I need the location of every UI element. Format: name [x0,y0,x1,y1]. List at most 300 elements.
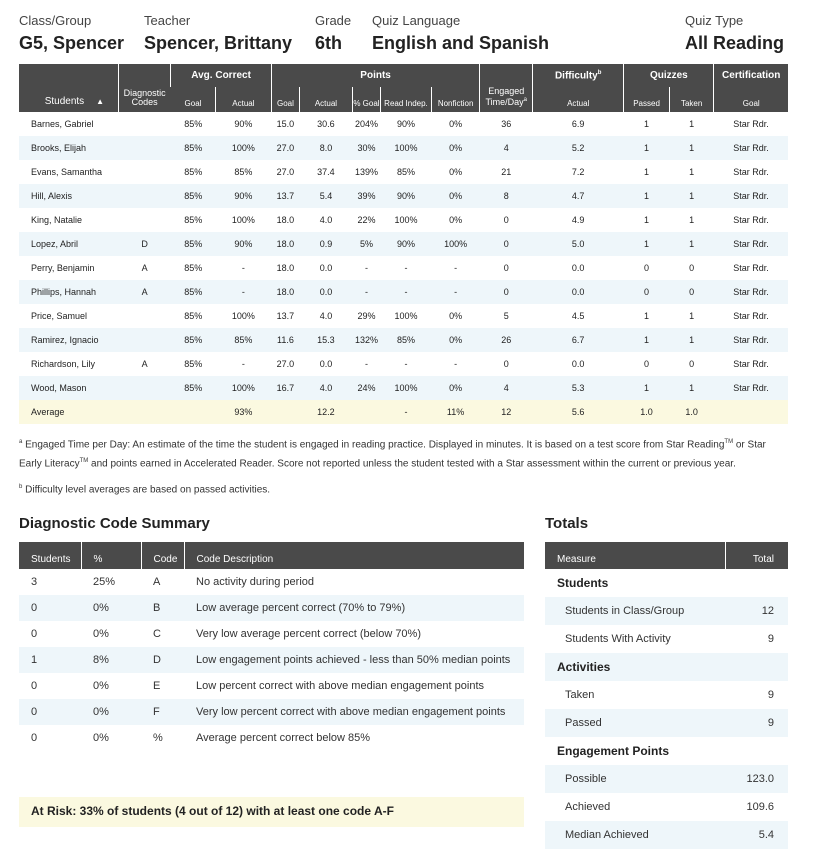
quiz-type-value: All Reading [684,33,784,53]
certification-goal-cell: Star Rdr. [714,232,788,256]
points-pct-goal-cell: 22% [357,215,376,225]
totals-value [725,653,788,681]
totals-measure-header: Measure [545,542,725,569]
grade-label: Grade [315,13,352,28]
certification-goal-cell: Star Rdr. [733,167,769,177]
student-table [19,64,788,424]
diagnostic-row [19,673,524,699]
totals-table [545,542,788,849]
students-header-label: Students [44,96,85,107]
difficulty-label: Difficulty [554,70,598,82]
points-goal-cell: 27.0 [276,359,295,369]
diagnostic-header-row [19,542,524,569]
quizzes-passed-cell: 1 [624,376,670,400]
quizzes-taken-cell: 0 [669,280,714,304]
avg-actual-header: Actual [216,87,272,112]
class-group-field [19,12,124,55]
difficulty-actual-cell: 5.3 [533,376,624,400]
avg-actual-cell: 90% [216,184,272,208]
average-avg-actual-cell: 93% [216,400,272,424]
average-avg-goal-cell [171,400,216,424]
totals-header-row [545,542,788,569]
table-row [19,376,788,400]
difficulty-actual-cell: 5.2 [533,136,624,160]
avg-goal-cell: 85% [184,263,203,273]
student-name-cell[interactable]: Richardson, Lily [31,359,96,369]
totals-item-row [545,765,788,793]
avg-goal-header: Goal [171,87,216,112]
average-student-name-cell: Average [19,400,118,424]
difficulty-actual-cell: 7.2 [571,167,585,177]
points-nonfiction-cell: 0% [449,215,463,225]
points-read-indep-cell: 85% [381,328,432,352]
difficulty-actual-cell: 0.0 [571,263,585,273]
points-actual-cell: 4.0 [319,215,333,225]
diag-description-cell: Average percent correct below 85% [196,732,371,744]
diag-code-cell: % [153,732,163,744]
teacher-value: Spencer, Brittany [144,33,293,53]
points-actual-cell: 4.0 [319,311,333,321]
diag-students-cell: 0 [31,680,38,692]
diagnostic-code-cell [118,208,171,232]
quizzes-taken-cell: 0 [689,263,695,273]
average-points-read-indep-cell: - [381,400,432,424]
certification-goal-cell: Star Rdr. [714,328,788,352]
totals-category-row [545,737,788,765]
report-header [19,12,789,56]
diag-code-cell: C [153,628,161,640]
totals-item-row [545,625,788,653]
points-nonfiction-cell: - [454,263,458,273]
student-name-cell[interactable]: Wood, Mason [19,376,118,400]
footnote-b [19,479,789,498]
avg-actual-cell: 100% [216,136,272,160]
table-row [19,136,788,160]
points-actual-cell: 8.0 [300,136,353,160]
diagnostic-row [19,647,524,673]
totals-measure-label: Median Achieved [545,821,725,849]
quiz-type-field [685,12,784,55]
diag-students-cell: 0 [31,628,38,640]
diag-description-cell: No activity during period [196,576,315,588]
points-actual-cell: 4.0 [300,376,353,400]
quizzes-passed-cell: 1 [624,136,670,160]
table-row [19,352,788,376]
totals-measure-label: Passed [545,709,725,737]
diagnostic-codes-header: Diagnostic Codes [118,64,171,112]
avg-goal-cell: 85% [184,311,203,321]
points-actual-cell: 30.6 [317,119,335,129]
diag-pct-cell: 0% [93,732,109,744]
quizzes-passed-cell: 1 [644,311,650,321]
certification-goal-cell: Star Rdr. [733,119,769,129]
engaged-time-cell: 5 [503,311,509,321]
quizzes-taken-header: Taken [669,87,714,112]
table-row [19,208,788,232]
points-nonfiction-cell: 100% [431,232,480,256]
difficulty-actual-header: Actual [533,87,624,112]
at-risk-summary: At Risk: 33% of students (4 out of 12) with at least one code A-F [19,797,524,827]
footnote-a-mark: a [19,439,23,445]
student-name-cell[interactable]: Hill, Alexis [19,184,118,208]
points-header: Points [271,64,480,87]
diagnostic-code-cell: D [118,232,171,256]
diagnostic-row [19,569,524,595]
certification-goal-cell: Star Rdr. [733,215,769,225]
quizzes-passed-cell: 1 [644,119,650,129]
student-name-cell[interactable]: Phillips, Hannah [19,280,118,304]
student-name-cell[interactable]: Barnes, Gabriel [31,119,94,129]
student-table-body [19,112,788,424]
diag-code-cell: A [153,576,161,588]
quizzes-passed-cell: 0 [624,280,670,304]
points-nonfiction-cell: 0% [431,136,480,160]
diag-pct-header: % [81,542,141,569]
avg-goal-cell: 85% [171,232,216,256]
points-goal-cell: 27.0 [271,136,299,160]
engaged-time-cell: 0 [503,215,509,225]
quiz-language-value: English and Spanish [372,33,550,53]
points-actual-cell: 37.4 [317,167,335,177]
diag-code-cell: B [141,595,184,621]
student-name-cell[interactable]: Ramirez, Ignacio [19,328,118,352]
diagnostic-code-cell [118,136,171,160]
points-nonfiction-header: Nonfiction [431,87,480,112]
totals-value: 109.6 [746,801,774,813]
totals-title: Totals [545,515,589,532]
diag-description-cell: Low engagement points achieved - less than 50% median points [184,647,524,673]
quizzes-taken-cell: 1 [689,119,695,129]
difficulty-actual-cell: 6.7 [533,328,624,352]
points-read-indep-cell: 100% [381,136,432,160]
points-goal-cell: 11.6 [271,328,299,352]
diag-code-cell: D [141,647,184,673]
certification-goal-cell: Star Rdr. [714,184,788,208]
quizzes-taken-cell: 1 [689,167,695,177]
points-read-indep-cell: 85% [396,167,415,177]
points-pct-goal-cell: 204% [354,119,378,129]
points-read-indep-cell: 100% [394,311,418,321]
engaged-time-cell: 8 [480,184,533,208]
difficulty-actual-cell: 0.0 [571,359,585,369]
avg-actual-cell: 90% [216,232,272,256]
footnote-b-text: Difficulty level averages are based on passed activities. [25,483,271,495]
diagnostic-summary-table [19,542,524,751]
footnote-a-text-2: or Star Early Literacy [19,439,766,470]
diag-description-cell: Low percent correct with above median engagement points [196,680,485,692]
engaged-time-cell: 26 [480,328,533,352]
totals-value: 9 [767,689,774,701]
student-name-cell[interactable]: Perry, Benjamin [31,263,95,273]
quizzes-passed-cell: 1 [644,215,650,225]
totals-value: 123.0 [725,765,788,793]
grade-field [315,12,351,55]
quizzes-taken-cell: 1 [669,232,714,256]
diag-students-cell: 0 [31,732,38,744]
diagnostic-row [19,595,524,621]
totals-item-row [545,821,788,849]
quizzes-taken-cell: 1 [669,184,714,208]
points-actual-cell: 15.3 [300,328,353,352]
diag-description-cell: Very low percent correct with above median engagement points [184,699,524,725]
diagnostic-row [19,699,524,725]
diag-students-cell: 3 [31,576,38,588]
avg-actual-cell: 85% [234,167,253,177]
points-read-indep-cell: - [404,359,408,369]
certification-goal-cell: Star Rdr. [714,136,788,160]
points-read-indep-header: Read Indep. [381,87,432,112]
avg-correct-header: Avg. Correct [171,64,271,87]
points-pct-goal-cell: 30% [352,136,380,160]
students-column-header[interactable] [19,64,118,112]
points-pct-goal-header: % Goal [352,87,380,112]
student-name-cell[interactable]: Brooks, Elijah [19,136,118,160]
quizzes-passed-header: Passed [624,87,670,112]
totals-value: 9 [725,709,788,737]
difficulty-actual-cell: 4.7 [533,184,624,208]
totals-total-header: Total [725,542,788,569]
points-read-indep-cell: 90% [381,232,432,256]
average-engaged-time-cell: 12 [480,400,533,424]
totals-value: 9 [767,633,774,645]
totals-measure-label: Taken [565,689,595,701]
average-points-pct-goal-cell [352,400,380,424]
certification-goal-cell: Star Rdr. [733,359,769,369]
average-row [19,400,788,424]
totals-value [725,737,788,765]
diag-pct-cell: 8% [81,647,141,673]
diagnostic-code-cell [118,112,171,136]
quizzes-taken-cell: 1 [669,328,714,352]
diagnostic-code-cell: A [141,263,148,273]
difficulty-footnote-mark: b [597,69,602,76]
table-row [19,304,788,328]
diagnostic-code-cell [118,304,171,328]
points-actual-header: Actual [300,87,353,112]
student-name-cell[interactable]: Evans, Samantha [31,167,103,177]
points-nonfiction-cell: 0% [449,311,463,321]
diag-pct-cell: 0% [81,595,141,621]
points-read-indep-cell: 100% [381,376,432,400]
table-row [19,160,788,184]
avg-actual-cell: 100% [216,376,272,400]
footnote-a-text-3: and points earned in Accelerated Reader. Score not reported unless the student tested with a Star assessment within the current or previous year. [88,458,736,470]
totals-measure-label: Students With Activity [565,633,671,645]
student-name-cell[interactable]: King, Natalie [31,215,83,225]
engaged-time-cell: 21 [501,167,512,177]
engaged-time-label: Engaged Time/Day [485,86,525,107]
points-read-indep-cell: 90% [396,119,415,129]
points-goal-cell: 16.7 [271,376,299,400]
points-pct-goal-cell: 24% [352,376,380,400]
quizzes-taken-cell: 1 [689,311,695,321]
student-name-cell[interactable]: Lopez, Abril [19,232,118,256]
difficulty-actual-cell: 5.0 [533,232,624,256]
diagnostic-summary-title: Diagnostic Code Summary [19,515,210,532]
engaged-time-cell: 0 [503,359,509,369]
avg-actual-cell: - [241,263,245,273]
engaged-time-cell: 4 [480,136,533,160]
difficulty-actual-cell: 6.9 [571,119,585,129]
engaged-time-cell: 36 [501,119,512,129]
points-goal-cell: 18.0 [276,215,295,225]
totals-category-row [545,653,788,681]
quizzes-passed-cell: 1 [624,232,670,256]
points-actual-cell: 0.9 [300,232,353,256]
footnote-a-text-1: Engaged Time per Day: An estimate of the time the student is engaged in reading practice. Displayed in minutes. It is based on a test score from Star Reading [25,439,725,451]
quizzes-taken-cell: 1 [669,136,714,160]
quiz-language-field [372,12,549,55]
totals-value [725,569,788,597]
points-nonfiction-cell: 0% [449,167,463,177]
difficulty-actual-cell: 0.0 [533,280,624,304]
points-goal-cell: 27.0 [276,167,295,177]
totals-value: 12 [725,597,788,625]
avg-goal-cell: 85% [184,359,203,369]
table-row [19,232,788,256]
trademark-mark: TM [724,439,734,445]
diag-pct-cell: 0% [81,699,141,725]
points-pct-goal-cell: 139% [354,167,378,177]
diag-students-cell: 0 [19,595,81,621]
diagnostic-code-cell [118,160,171,184]
average-quizzes-passed-cell: 1.0 [624,400,670,424]
points-pct-goal-cell: - [364,359,368,369]
average-difficulty-actual-cell: 5.6 [533,400,624,424]
points-goal-cell: 18.0 [276,263,295,273]
avg-goal-cell: 85% [184,215,203,225]
points-goal-cell: 15.0 [276,119,295,129]
sort-ascending-icon[interactable]: ▲ [96,97,105,106]
diagnostic-code-cell [118,376,171,400]
difficulty-actual-cell: 4.9 [571,215,585,225]
points-nonfiction-cell: 0% [431,328,480,352]
points-actual-cell: 0.0 [300,280,353,304]
diagnostic-code-cell: A [141,359,148,369]
points-pct-goal-cell: 132% [352,328,380,352]
table-group-header-row [19,64,788,87]
diagnostic-code-cell: A [118,280,171,304]
avg-goal-cell: 85% [184,167,203,177]
teacher-label: Teacher [144,13,191,28]
points-nonfiction-cell: - [431,280,480,304]
student-name-cell[interactable]: Price, Samuel [31,311,88,321]
class-group-label: Class/Group [19,13,92,28]
points-goal-cell: 13.7 [271,184,299,208]
quizzes-passed-cell: 1 [624,328,670,352]
totals-category-row [545,569,788,597]
totals-category-label: Activities [545,653,725,681]
engaged-time-cell: 0 [480,280,533,304]
avg-goal-cell: 85% [171,136,216,160]
points-actual-cell: 5.4 [300,184,353,208]
totals-value: 5.4 [725,821,788,849]
totals-measure-label: Achieved [565,801,611,813]
points-read-indep-cell: - [404,263,408,273]
totals-category-label: Students [557,576,609,590]
avg-actual-cell: - [241,359,245,369]
average-certification-goal-cell [714,400,788,424]
totals-category-label: Engagement Points [557,744,670,758]
average-points-nonfiction-cell: 11% [431,400,480,424]
points-nonfiction-cell: 0% [431,376,480,400]
quizzes-passed-cell: 0 [644,359,650,369]
certification-goal-cell: Star Rdr. [714,376,788,400]
engaged-time-header [480,64,533,112]
totals-measure-label: Possible [545,765,725,793]
quizzes-taken-cell: 0 [689,359,695,369]
diag-code-header: Code [141,542,184,569]
avg-actual-cell: 100% [231,215,255,225]
quizzes-taken-cell: 1 [669,376,714,400]
trademark-mark: TM [79,458,89,465]
difficulty-actual-cell: 4.5 [571,311,585,321]
avg-goal-cell: 85% [171,328,216,352]
engaged-time-cell: 0 [503,263,509,273]
engaged-time-cell: 0 [480,232,533,256]
diag-pct-cell: 25% [93,576,116,588]
diag-students-cell: 0 [19,699,81,725]
points-goal-header: Goal [271,87,299,112]
difficulty-header [533,64,624,87]
diag-pct-cell: 0% [93,628,109,640]
certification-goal-cell: Star Rdr. [733,263,769,273]
table-row [19,184,788,208]
average-quizzes-taken-cell: 1.0 [669,400,714,424]
teacher-field [144,12,292,55]
avg-goal-cell: 85% [171,376,216,400]
points-nonfiction-cell: - [454,359,458,369]
avg-goal-cell: 85% [171,184,216,208]
avg-actual-cell: 90% [234,119,253,129]
table-row [19,256,788,280]
average-points-goal-cell [271,400,299,424]
certification-goal-cell: Star Rdr. [733,311,769,321]
totals-measure-label: Students in Class/Group [545,597,725,625]
points-actual-cell: 0.0 [319,359,333,369]
points-goal-cell: 13.7 [276,311,295,321]
points-goal-cell: 18.0 [271,232,299,256]
table-row [19,112,788,136]
quiz-type-label: Quiz Type [684,13,744,28]
points-read-indep-cell: 90% [381,184,432,208]
certification-goal-header: Goal [714,87,788,112]
diag-code-cell: E [153,680,161,692]
avg-actual-cell: - [216,280,272,304]
quizzes-passed-cell: 0 [644,263,650,273]
totals-item-row [545,709,788,737]
quizzes-passed-cell: 1 [624,184,670,208]
avg-actual-cell: 85% [216,328,272,352]
certification-header: Certification [714,64,788,87]
points-pct-goal-cell: 5% [352,232,380,256]
totals-table-body [545,569,788,849]
certification-goal-cell: Star Rdr. [714,280,788,304]
diagnostic-code-cell [118,184,171,208]
quizzes-passed-cell: 1 [644,167,650,177]
avg-goal-cell: 85% [171,280,216,304]
avg-goal-cell: 85% [184,119,203,129]
footnote-b-mark: b [19,483,23,490]
diag-students-header: Students [19,542,81,569]
diagnostic-row [19,725,524,751]
points-nonfiction-cell: 0% [449,119,463,129]
grade-value: 6th [315,33,342,53]
footnotes [19,434,789,504]
diag-students-cell: 1 [19,647,81,673]
average-points-actual-cell: 12.2 [300,400,353,424]
points-read-indep-cell: - [381,280,432,304]
